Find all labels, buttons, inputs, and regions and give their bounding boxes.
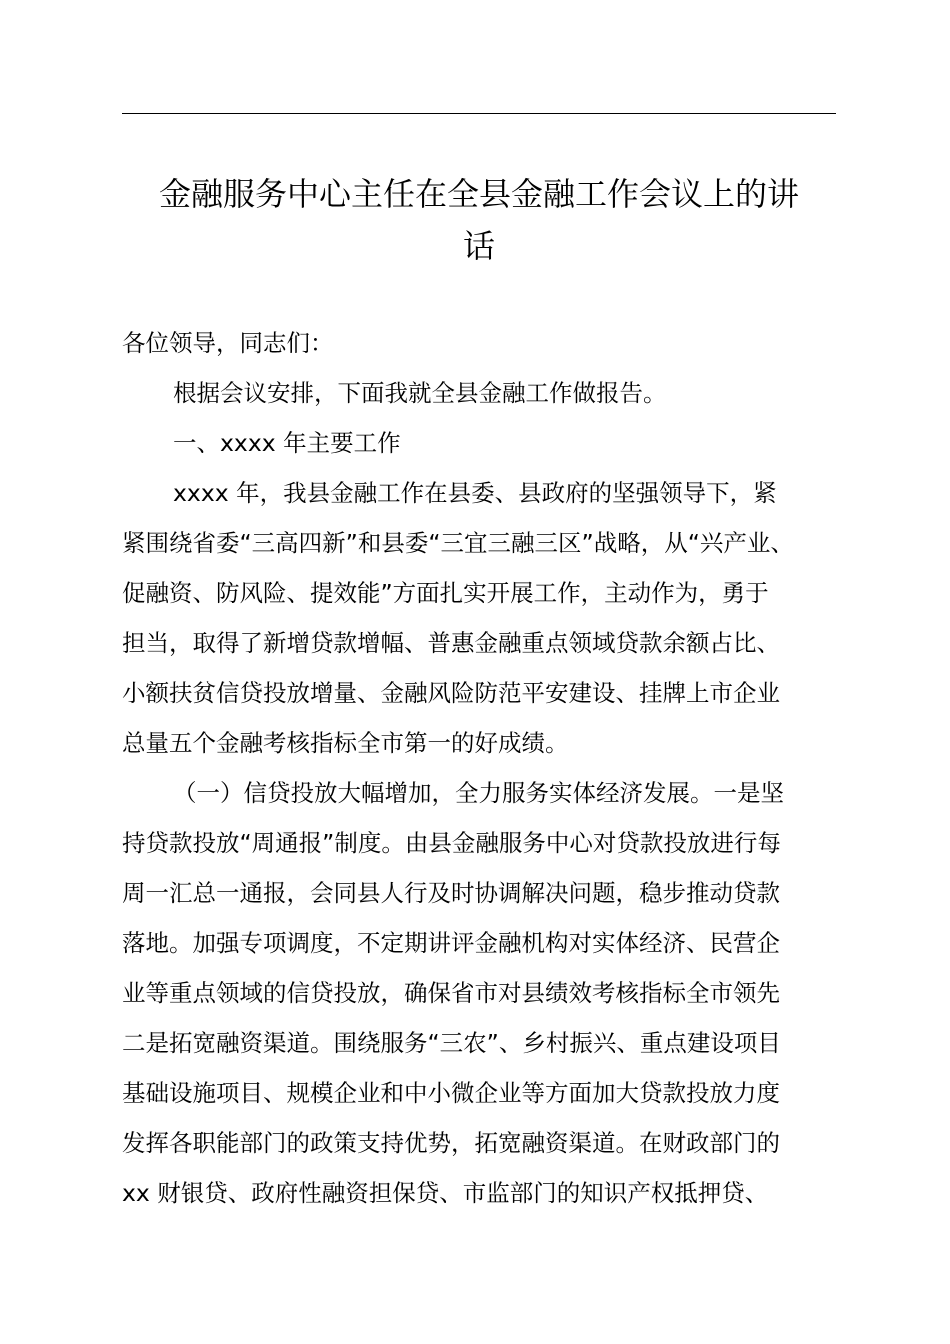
body-line: 根据会议安排，下面我就全县金融工作做报告。 — [173, 379, 667, 407]
body-line: 发挥各职能部门的政策支持优势，拓宽融资渠道。在财政部门的 — [122, 1129, 780, 1157]
body-line: 小额扶贫信贷投放增量、金融风险防范平安建设、挂牌上市企业 — [122, 679, 780, 707]
body-line: 总量五个金融考核指标全市第一的好成绩。 — [122, 729, 569, 757]
body-line: xx 财银贷、政府性融资担保贷、市监部门的知识产权抵押贷、 — [122, 1179, 769, 1207]
title-line-2: 话 — [462, 227, 495, 265]
document-body — [122, 318, 836, 1218]
salutation: 各位领导，同志们： — [122, 329, 334, 357]
body-line: 紧围绕省委“三高四新”和县委“三宜三融三区”战略，从“兴产业、 — [122, 529, 794, 557]
header-rule — [122, 113, 836, 114]
subsection-line: （一）信贷投放大幅增加，全力服务实体经济发展。一是坚 — [173, 779, 784, 807]
body-line: xxxx 年，我县金融工作在县委、县政府的坚强领导下，紧 — [173, 479, 777, 507]
body-line: 周一汇总一通报，会同县人行及时协调解决问题，稳步推动贷款 — [122, 879, 780, 907]
body-line: 持贷款投放“周通报”制度。由县金融服务中心对贷款投放进行每 — [122, 829, 781, 857]
title-line-1: 金融服务中心主任在全县金融工作会议上的讲 — [158, 175, 799, 213]
body-line: 担当，取得了新增贷款增幅、普惠金融重点领域贷款余额占比、 — [122, 629, 780, 657]
body-line: 业等重点领域的信贷投放，确保省市对县绩效考核指标全市领先 — [122, 979, 780, 1007]
body-line: 二是拓宽融资渠道。围绕服务“三农”、乡村振兴、重点建设项目 — [122, 1029, 781, 1057]
section-heading: 一、xxxx 年主要工作 — [173, 429, 401, 457]
body-line: 基础设施项目、规模企业和中小微企业等方面加大贷款投放力度 — [122, 1079, 780, 1107]
document-title — [122, 168, 836, 272]
body-line: 落地。加强专项调度，不定期讲评金融机构对实体经济、民营企 — [122, 929, 780, 957]
body-line: 促融资、防风险、提效能”方面扎实开展工作，主动作为，勇于 — [122, 579, 769, 607]
